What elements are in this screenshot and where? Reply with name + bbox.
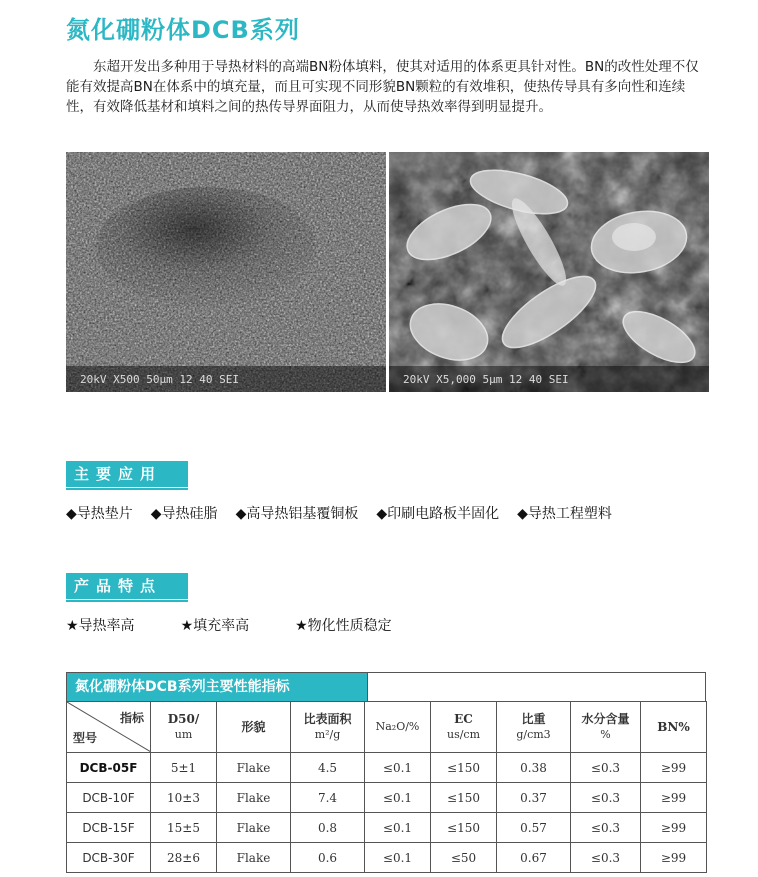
application-item: ◆高导热铝基覆铜板 <box>235 506 359 522</box>
table-cell: ≤0.1 <box>365 843 431 873</box>
table-row <box>67 813 707 843</box>
table-cell: ≤0.3 <box>571 843 641 873</box>
table-row <box>67 783 707 813</box>
table-cell: ≥99 <box>641 753 707 783</box>
sem-image-low-magnification <box>66 152 386 392</box>
table-cell: ≤150 <box>431 813 497 843</box>
table-cell: 15±5 <box>151 813 217 843</box>
table-cell: Flake <box>217 843 291 873</box>
table-cell: ≤150 <box>431 783 497 813</box>
spec-table-header-row <box>67 702 707 753</box>
table-row <box>67 843 707 873</box>
table-cell: DCB-10F <box>67 783 151 813</box>
header-density: 比重 g/cm3 <box>497 702 571 753</box>
header-ec: EC us/cm <box>431 702 497 753</box>
table-cell: 0.8 <box>291 813 365 843</box>
header-d50: D50/ um <box>151 702 217 753</box>
table-cell: DCB-30F <box>67 843 151 873</box>
spec-table-caption: 氮化硼粉体DCB系列主要性能指标 <box>67 673 367 701</box>
spec-table <box>66 701 707 873</box>
table-cell: 28±6 <box>151 843 217 873</box>
table-row <box>67 753 707 783</box>
table-cell: 10±3 <box>151 783 217 813</box>
feature-item: ★填充率高 <box>180 618 250 634</box>
corner-header-bottom: 型号 <box>73 731 98 745</box>
table-cell: 5±1 <box>151 753 217 783</box>
table-cell: DCB-15F <box>67 813 151 843</box>
sem-caption-left: 20kV X500 50μm 12 40 SEI <box>80 373 239 386</box>
sem-image-high-magnification <box>389 152 709 392</box>
table-cell: ≥99 <box>641 783 707 813</box>
spec-table-section <box>66 672 706 873</box>
corner-header <box>67 702 151 753</box>
table-cell: ≤150 <box>431 753 497 783</box>
applications-heading: 主要应用 <box>66 461 188 487</box>
table-cell: ≤0.1 <box>365 783 431 813</box>
table-cell: Flake <box>217 753 291 783</box>
page-title: 氮化硼粉体DCB系列 <box>66 16 300 44</box>
application-item: ◆导热工程塑料 <box>517 506 612 522</box>
corner-header-top: 指标 <box>119 711 144 725</box>
application-item: ◆印刷电路板半固化 <box>376 506 500 522</box>
table-cell: 0.37 <box>497 783 571 813</box>
feature-item: ★物化性质稳定 <box>295 618 392 634</box>
intro-paragraph: 东超开发出多种用于导热材料的高端BN粉体填料，使其对适用的体系更具针对性。BN的改性处理不仅能有效提高BN在体系中的填充量，而且可实现不同形貌BN颗粒的有效堆积，使热传导具有多向性和连续性，有效降低基材和填料之间的热传导界面阻力，从而使导热效率得到明显提升。 <box>66 59 699 115</box>
sem-caption-right: 20kV X5,000 5μm 12 40 SEI <box>403 373 569 386</box>
table-cell: 4.5 <box>291 753 365 783</box>
header-moisture: 水分含量 % <box>571 702 641 753</box>
header-surface-area: 比表面积 m²/g <box>291 702 365 753</box>
table-cell: DCB-05F <box>67 753 151 783</box>
header-na2o: Na₂O/% <box>365 702 431 753</box>
table-cell: 0.6 <box>291 843 365 873</box>
table-cell: 0.38 <box>497 753 571 783</box>
header-morphology: 形貌 <box>217 702 291 753</box>
applications-list <box>66 503 630 523</box>
table-cell: ≤0.1 <box>365 753 431 783</box>
feature-item: ★导热率高 <box>66 618 135 634</box>
features-list <box>66 615 438 635</box>
table-cell: ≥99 <box>641 813 707 843</box>
application-item: ◆导热硅脂 <box>150 506 218 522</box>
table-cell: 0.57 <box>497 813 571 843</box>
table-cell: ≤0.1 <box>365 813 431 843</box>
header-bn-percent: BN% <box>641 702 707 753</box>
table-cell: ≤50 <box>431 843 497 873</box>
features-heading: 产品特点 <box>66 573 188 599</box>
table-cell: 7.4 <box>291 783 365 813</box>
table-cell: ≤0.3 <box>571 813 641 843</box>
table-cell: ≤0.3 <box>571 783 641 813</box>
table-cell: Flake <box>217 813 291 843</box>
application-item: ◆导热垫片 <box>66 506 133 522</box>
table-cell: ≤0.3 <box>571 753 641 783</box>
table-cell: Flake <box>217 783 291 813</box>
table-cell: 0.67 <box>497 843 571 873</box>
table-cell: ≥99 <box>641 843 707 873</box>
